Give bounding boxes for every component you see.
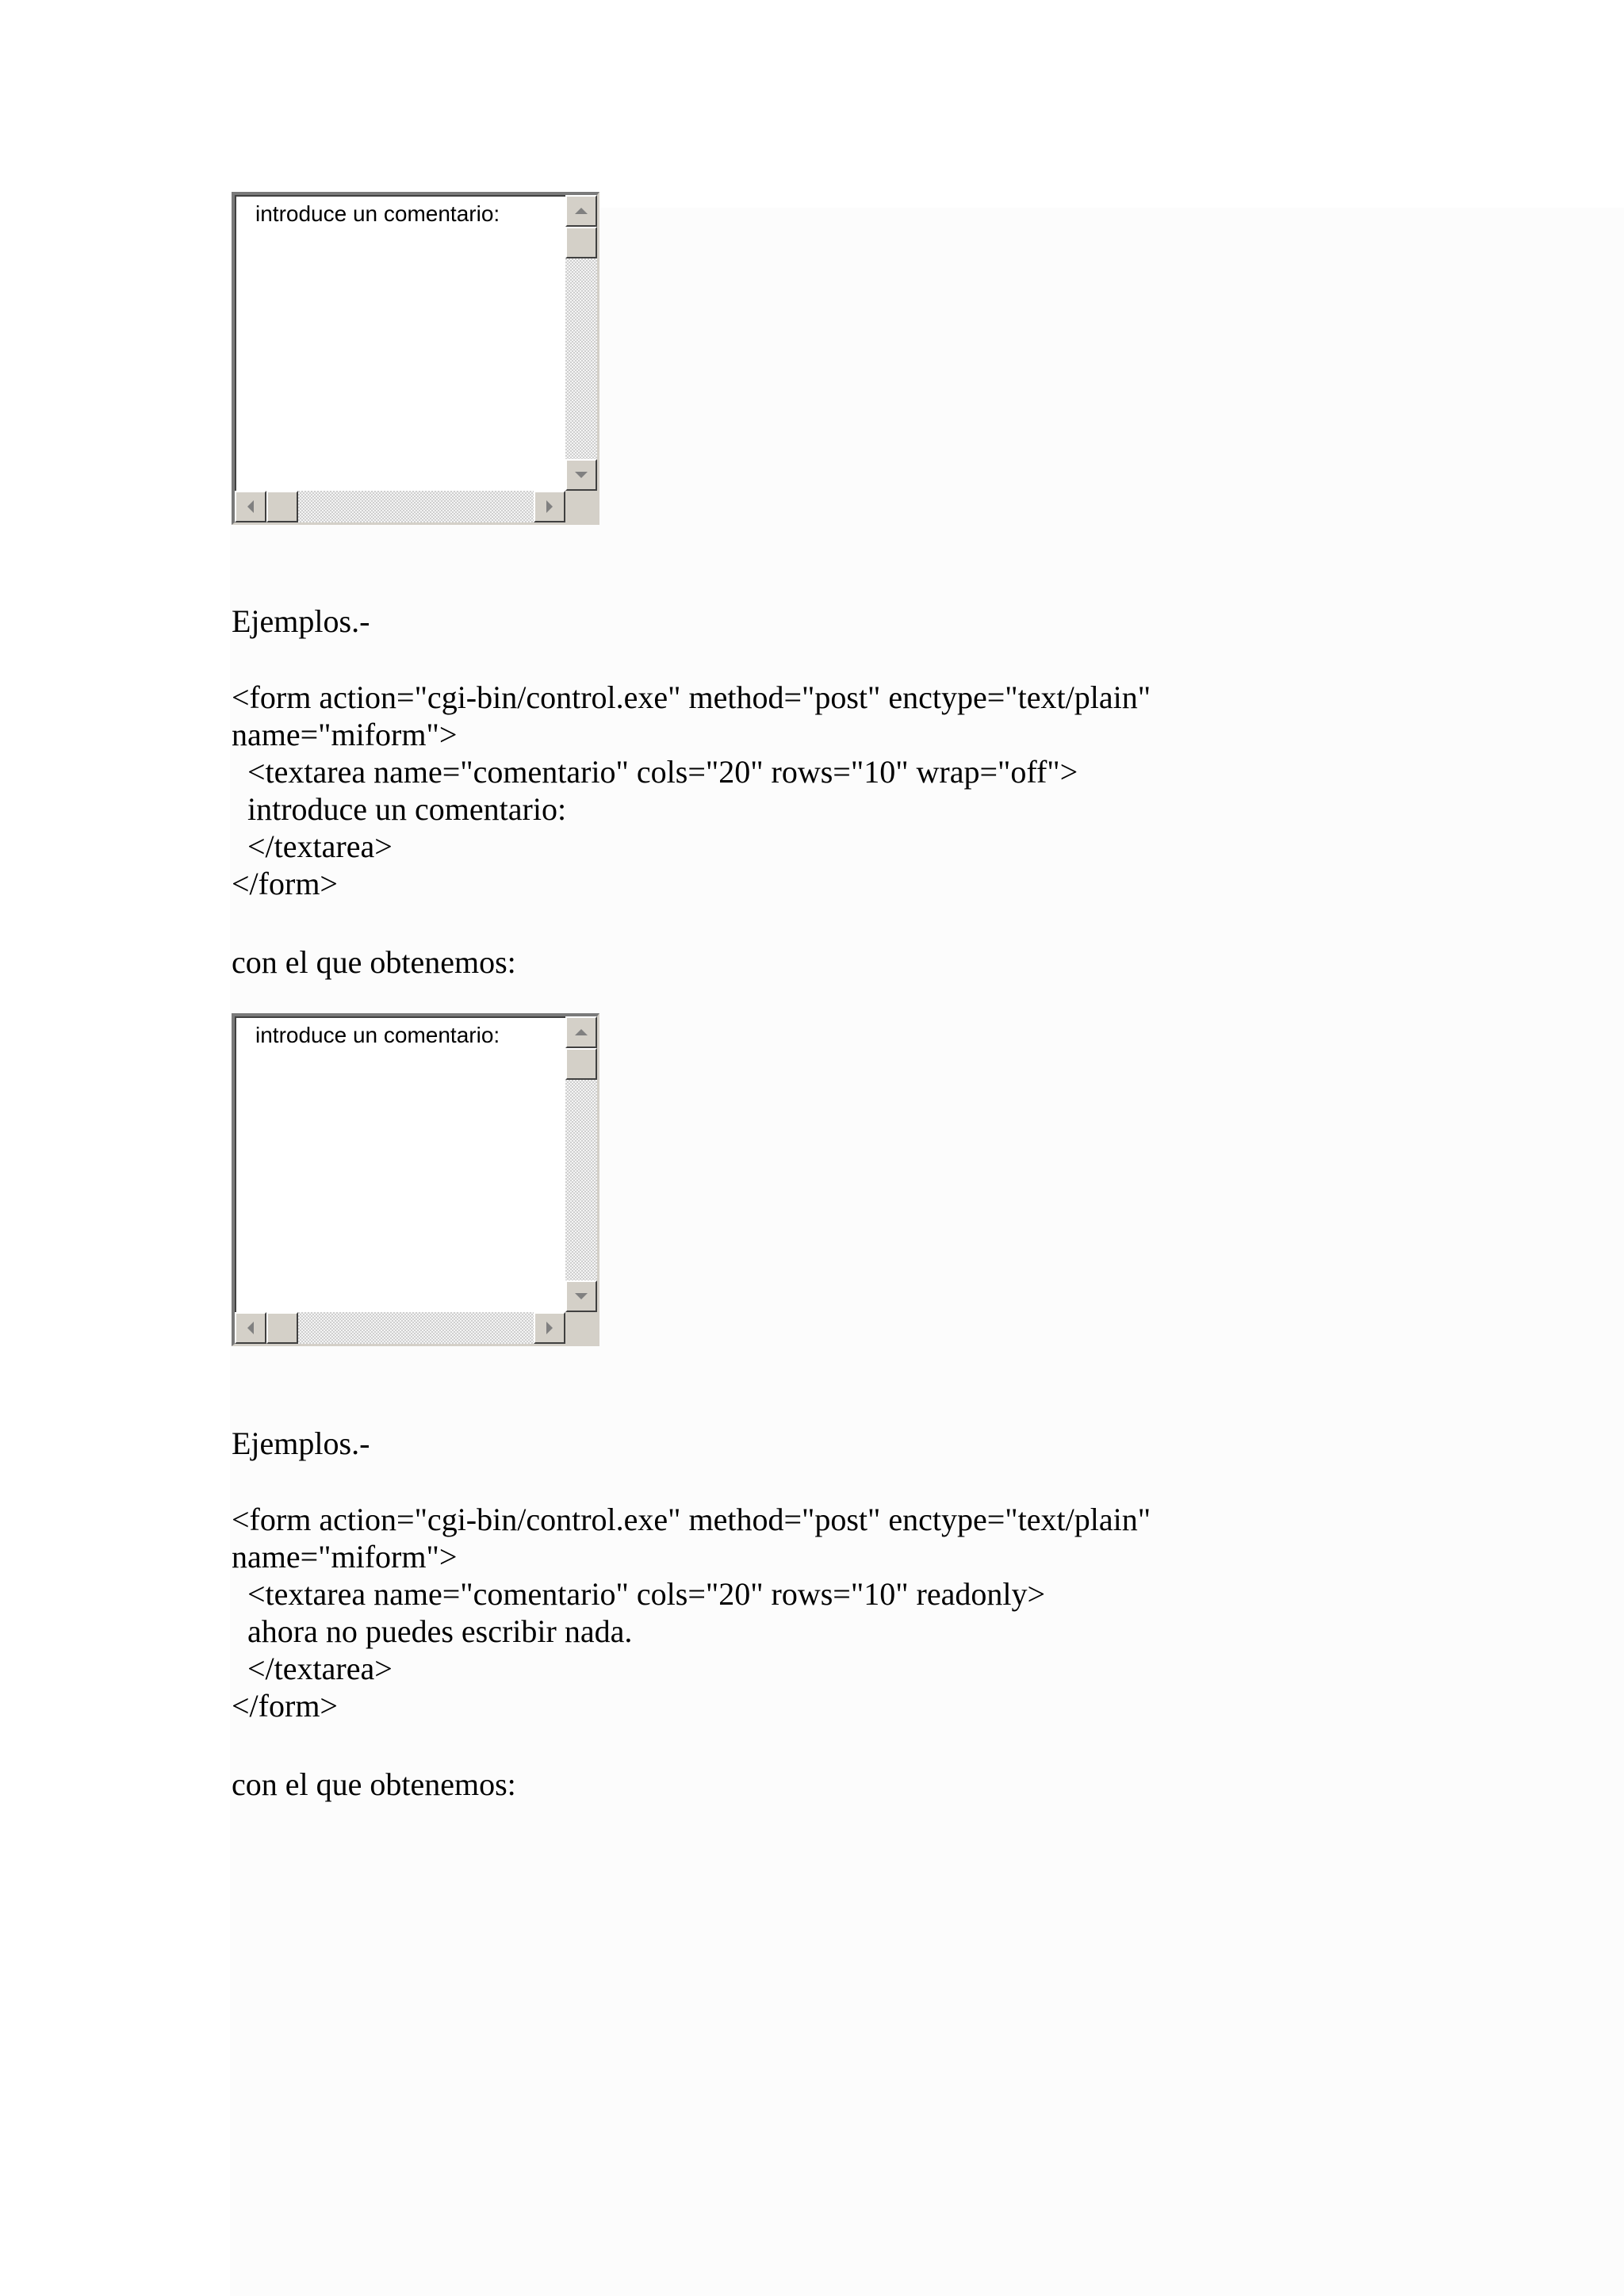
code-line: </form> — [232, 1688, 338, 1724]
scroll-left-button[interactable] — [235, 1312, 266, 1344]
vertical-scrollbar[interactable] — [565, 1016, 597, 1312]
vertical-scroll-thumb[interactable] — [565, 227, 597, 258]
code-line: </textarea> — [232, 1651, 393, 1686]
arrow-up-icon — [575, 208, 588, 214]
arrow-right-icon — [546, 1322, 553, 1334]
scrollbar-corner — [565, 1312, 597, 1344]
textarea-frame — [235, 195, 597, 522]
code-line: <form action="cgi-bin/control.exe" method="post" enctype="text/plain" — [232, 1502, 1151, 1537]
scroll-down-button[interactable] — [565, 1280, 597, 1312]
scrollbar-corner — [565, 491, 597, 522]
example-heading: Ejemplos.- — [232, 603, 370, 639]
code-line: <textarea name="comentario" cols="20" rows="10" readonly> — [232, 1576, 1046, 1612]
arrow-left-icon — [247, 500, 254, 513]
result-label: con el que obtenemos: — [232, 944, 516, 980]
vertical-scroll-thumb[interactable] — [565, 1048, 597, 1080]
scroll-right-button[interactable] — [534, 1312, 565, 1344]
arrow-up-icon — [575, 1029, 588, 1035]
scroll-up-button[interactable] — [565, 195, 597, 227]
arrow-right-icon — [546, 500, 553, 513]
code-line: name="miform"> — [232, 1539, 458, 1575]
vertical-scrollbar[interactable] — [565, 195, 597, 491]
textarea-preview[interactable] — [232, 192, 599, 525]
textarea-preview[interactable] — [232, 1013, 599, 1346]
code-line: <textarea name="comentario" cols="20" rows="10" wrap="off"> — [232, 754, 1078, 790]
example-heading: Ejemplos.- — [232, 1425, 370, 1461]
textarea-content: introduce un comentario: — [255, 1023, 500, 1047]
scroll-down-button[interactable] — [565, 459, 597, 491]
scroll-up-button[interactable] — [565, 1016, 597, 1048]
code-line: </textarea> — [232, 828, 393, 864]
arrow-down-icon — [575, 472, 588, 478]
arrow-left-icon — [247, 1322, 254, 1334]
horizontal-scroll-thumb[interactable] — [266, 1312, 298, 1344]
scroll-left-button[interactable] — [235, 491, 266, 522]
code-line: <form action="cgi-bin/control.exe" method="post" enctype="text/plain" — [232, 679, 1151, 715]
textarea-frame — [235, 1016, 597, 1344]
horizontal-scrollbar[interactable] — [235, 1312, 565, 1344]
arrow-down-icon — [575, 1293, 588, 1299]
horizontal-scrollbar[interactable] — [235, 491, 565, 522]
code-line: introduce un comentario: — [232, 791, 567, 827]
result-label: con el que obtenemos: — [232, 1766, 516, 1802]
scroll-right-button[interactable] — [534, 491, 565, 522]
horizontal-scroll-thumb[interactable] — [266, 491, 298, 522]
code-line: </form> — [232, 866, 338, 901]
textarea-content: introduce un comentario: — [255, 201, 500, 226]
code-line: ahora no puedes escribir nada. — [232, 1613, 633, 1649]
code-line: name="miform"> — [232, 717, 458, 752]
